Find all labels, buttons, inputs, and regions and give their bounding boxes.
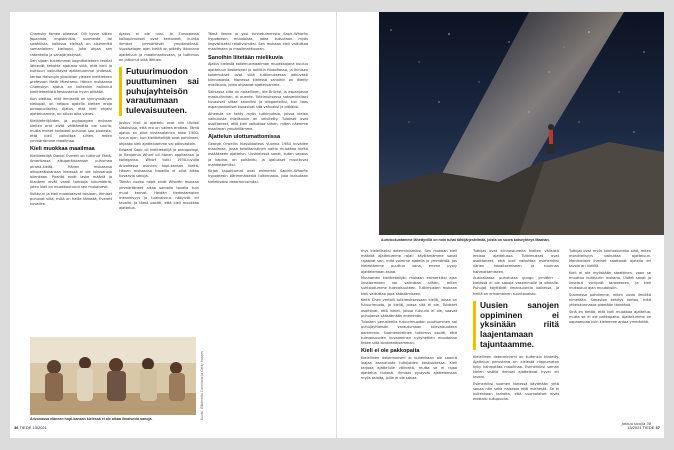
right-issue: 13/2021	[627, 425, 642, 430]
body-paragraph: Tutkijat ovat kiinnostuneita kielten välisistä eroista ajattelussa. Tutkimukset ovat osoittaneet, että kieli vaikuttaa esimerkiksi värien havaitsemiseen ja suunnan hahmottamiseen.	[473, 249, 559, 274]
body-paragraph: George Orwellin klassikkoteos Vuonna 1984 kuvailee maailmaa, jossa totalitaristinen valtio muokkaa kieltä estääkseen ajattelun. Uuskielessä sanat, kuten vapaus ja kapina, on poistettu, ja ajatukset muuttuvat mahdottomiksi.	[208, 142, 308, 167]
milky-way-photo	[379, 12, 664, 235]
body-paragraph: Kieli ei ole myöskään staattinen, vaan se muuttuu kulttuurin mukana. Uudet sanat ja ilmaisut syntyvät tarpeeseen, ja kieli mukautuu ajan muutoksiin.	[569, 271, 651, 291]
hopi-photo-caption: Arizonassa eläneen hopi-kansan kielessä ei ole aikaa ilmaisevia sanoja.	[30, 417, 153, 421]
body-paragraph: Sen sijaan tuoreimmat kognitiotieteen teoriat lähtevät kehotta ajatusta siitä, että kieli ja kulttuuri vaikuttavat ajatteluumme yhdessä, kertoo Helsingin yliopiston yleisen kielitieteen professori Matti Miestamo. Hänen mukaansa Chomskyn ajatus on kuitenkin hallinnut kielitieteellistä keskustelua hyvin pitkään.	[30, 59, 112, 95]
right-column-3	[569, 249, 651, 419]
body-paragraph: Tämä lienee ja yksi tunnetuimmista Sapir–Whorfin hypoteesin muodoista, jotka kutsutaan myös lingvistiseksi relativismiksi. Sen mukaan kieli vaikuttaa maailmaan ja maailmankuvaan.	[208, 32, 308, 52]
body-paragraph: Ajatus kielestä kokemusmaailman muokkaajana kuuluu ajatteluun keskeisesti jo antiikin filosofiassa, ja ihmisen kokemukset ovat siitä tutkimuksessa jatkuvasti kiinnostavia. Monessa kielessä sanoihin on liitetty mielikuvia, jotka ohjaavat ajatteluamme.	[208, 62, 308, 88]
right-column-1	[361, 249, 457, 424]
left-page	[10, 12, 336, 438]
right-column-2	[473, 249, 559, 424]
body-paragraph: Australiassa puhutussa guugu yimithirr -kielessä ei ole sanoja vasemmalle ja oikealle. Puhujat käyttävät ilmansuuntia kaikessa, ja heillä on erinomainen suuntavaisto.	[473, 276, 559, 296]
hopi-photo-image	[30, 337, 196, 415]
right-magazine-name: TIEDE	[642, 425, 655, 430]
left-page-number: 36	[14, 425, 19, 430]
section-heading: Kieli muokkaa maailmaa	[30, 146, 95, 153]
left-column-2	[119, 32, 199, 336]
body-paragraph: Muutaman kielitieteilijän mukaan esimerkiksi ajan ilmaiseminen voi vaikuttaa siihen, miten suhtaudumme tulevaisuuteen. Tutkimusten mukaan kieli vaikuttaa jopa säästämiseen.	[361, 276, 457, 296]
pull-quote: Futuurimuodon puuttuminen sai puhujayhteisön varautumaan tulevaisuuteen.	[119, 67, 199, 116]
body-paragraph: Sinä en tietää, että kieli muokkaa ajattelua, mutta se ei ole pakkopaita. Ajattelumme on vapaampaa kuin kielemme antaa ymmärtää.	[569, 309, 651, 325]
continued-note: Jatkuu sivulla 38	[621, 422, 651, 426]
body-paragraph: Saksassa silta on naisellinen, die Brücke, ja espanjassa maskuliininen, el puente. Tutkimuksessa saksankieliset kuvasivat siltaa kauniiksi ja eleganteiksi, kun taas espanjankieliset kuvasivat sitä vahvaksi ja pitkäksi.	[208, 89, 308, 110]
photo-credit: Kuvat: Wikimedia Commons ja Getty Images	[200, 350, 204, 420]
pull-quote: Uusien sanojen oppiminen ei yksinään riitä laajentamaan tajuntaamme.	[473, 301, 559, 350]
milky-way-image	[379, 12, 664, 235]
milky-way-caption: Aurinkokuntamme lähettyvillä on noin tuhat tähtijärjestelmää, joista on suora katseyhteys Maahan.	[381, 238, 550, 242]
body-paragraph: Kielellinen determinismi ei kuitenkaan ole saanut laajaa kannatusta tutkijoiden keskuudessa. Kieli tarjoaa ajattelulle välineitä, mutta se ei rajaa ajattelua tiukasti. Ihmiset pystyvät ajattelemaan myös asioita, joille ei ole sanaa.	[361, 355, 457, 381]
left-magazine-name: TIEDE	[19, 425, 32, 430]
body-paragraph: Chomsky famee olleassa. Olli kysse sitten japanista, englannista, suomesta tai swahilista, kaikissa kielissä on sisimmiltä samanlainen kielioppi, joka ohjaa sen rakenteita ja sanajärjestystä.	[30, 32, 112, 57]
section-heading: Sanoihin liitetään mielikuvia	[208, 54, 283, 61]
body-paragraph: Tutkijat ovat myös kiinnostuneita siitä, miten monikielisyys vaikuttaa ajatteluun. Monikieliset ihmiset saattavat ajatella eri tavoin eri kielillä.	[569, 249, 651, 269]
body-paragraph: Joskus kieli ja ajattelu ovat niin tiiviisti sidoksissa, että ero on vaikea erottaa. Tämä ajatus on ollut kiistanalainen koko 1900-luvun ajan, kun kielitieteilijät ovat pohtineet, ohjaako kieli ajatteluamme vai päinvastoin.	[119, 120, 199, 146]
body-paragraph: Tulosten perusteella futuurimuodon puuttuminen sai puhujayhteisön varautumaan tulevaisuuteen paremmin. Suomenkielinen tutkimus osoitti, että tulevaisuuden kuvaaminen nykyhetken muodoissa tekee siitä konkreettisemman.	[361, 320, 457, 345]
section-heading: Kieli ei ole pakkopaita	[361, 347, 420, 354]
right-footer	[627, 425, 660, 430]
left-issue: 13/2021	[32, 425, 47, 430]
right-page	[337, 12, 664, 438]
section-heading: Ajattelun ulottumattomissa	[208, 134, 281, 141]
left-column-3	[208, 32, 308, 422]
body-paragraph: Edward Sapir oli kielitieteilijä ja antropologi, ja Benjamin Whorf oli hänen oppilaansa ja kollegansa. Whorf tutki 1930-luvulla Arizonassa asuvien hopi-kansan kieltä. Hänen mukaansa hopeilla ei ollut aikaa kuvaavia sanoja.	[119, 148, 199, 178]
right-page-number: 37	[655, 425, 660, 430]
body-paragraph: Kun olettaa, että ihmisellä on synnynnäinen kielioppi, on helppo ajatella kielten eroja pintapuoliseksi. Ajatus, että kieli ohjaisi ajatteluamme, on silloin aika vieras.	[30, 96, 112, 117]
body-paragraph: Kulttuuri ja kieli muokkaavat toisiaan. Ihmiset puhuvat siitä, mikä on heille tärkeää, Everett kuvailee.	[30, 191, 112, 207]
hopi-photo	[30, 337, 196, 415]
left-footer	[14, 425, 47, 430]
body-paragraph: Tämän vuoksi hopit eivät Whorfin mukaan ymmärtäneet aikaa samalla tavalla kuin muut kansat. Heidän tiedostamaton menneisyys ja tulevaisuus näkyivät eri tavalla, ja tämä osoitti, että kieli muokkaa ajattelua.	[119, 180, 199, 211]
body-paragraph: Kielitieteilijä Daniel Everett on tutkinut Etelä-Amerikassa alkuperäiskansan puhumaa pirahã-kieltä. Hänen mukaansa alkuperäiskansan kielessä ei ole lukusanoja ollenkaan. Pirahãt eivät laske määriä ja tilanteet eivät vaadi tarkkoja lukumääriä, joten kieli on muokkautunut sen mukaisesti.	[30, 154, 112, 190]
body-paragraph: Kirjan tapahtumat ovat esimerkki Sapirin–Whorfin hypoteesin äärimmäisestä tulkinnasta, jota kutsutaan kielelliseksi determinismiksi.	[208, 169, 308, 184]
left-column-1	[30, 32, 112, 336]
body-paragraph: mys kielelliseksi determinismiksi. Sen mukaan kieli määrää ajattelumme rajat: käyttämämme sanat rajaavat sen, mitä voimme ajatella ja ymmärtää. Jos kielestämme puuttuu sana, emme pysty ajattelemaan asiaa.	[361, 249, 457, 274]
body-paragraph: Esimerkiksi suomen kielessä käytetään yhtä sanaa hän sekä naisesta että miehestä. Se ei kuitenkaan tarkoita, että suomalaiset eivät erottaisi sukupuolia.	[473, 381, 559, 402]
body-paragraph: Suomessa pohdimme, miten uusia ilmiöitä nimetään. Sanaston kehitys kertoo, mitä yhteiskunnassa pidetään tärkeänä.	[569, 293, 651, 308]
body-paragraph: Kielitieteilijöiden ja psykologien mukaan kielten erot eivät välttämättä ole suuria, mutta monet todisteet puhuvat sen puolesta, että kieli vaikuttaa siihen, miten ymmärrämme maailmaa.	[30, 118, 112, 144]
body-paragraph: Keith Chen vertaili tutkimuksessaan kieliä, joissa on futuurimuoto, ja kieliä, joissa sitä ei ole. Tulokset osoittivat, että kielet, joissa futuuria ei ole, saavat puhujansa säästämään enemmän.	[361, 298, 457, 318]
body-paragraph: Ajatus ei ole uusi. Jo Euroopassa kalliopiirrokset ovat kertoneet, kuinka ihmiset ymmärtävät ympäristönsä. Vuosisatojen ajan kieltä on pidetty ikkunana ajatteluun ja maailmankuvaan, ja tutkimus on jatkunut siitä lähtien.	[119, 32, 199, 62]
body-paragraph: Aiheesta on tehty myös tutkimuksia, joissa kielen vaikutusta mielikuviin on selvitetty. Tulokset ovat osoittaneet, että kieli vaikuttaa siihen, miten näemme maailman ympärillämme.	[208, 111, 308, 132]
body-paragraph: Kielellinen determinismi on kuitenkin kiistetty. Ajattelun perustana on kielestä riippumaton kyky hahmottaa maailmaa. Esimerkiksi saman kielen sisällä ihmiset ajattelevat hyvin eri tavoin.	[473, 354, 559, 380]
